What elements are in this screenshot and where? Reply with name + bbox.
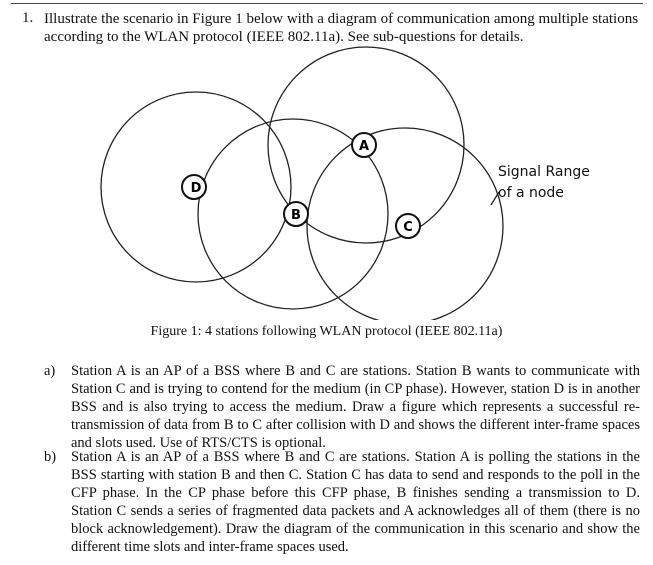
station-label-d: D: [190, 181, 202, 196]
station-label-a: A: [358, 139, 370, 154]
question-number: 1.: [22, 10, 34, 26]
subquestion-label: a): [44, 363, 56, 379]
figure-caption: Figure 1: 4 stations following WLAN protocol (IEEE 802.11a): [150, 324, 503, 339]
signal-range-label-line1: Signal Range: [498, 164, 590, 180]
station-label-b: B: [291, 208, 301, 223]
subquestion-label: b): [44, 449, 57, 465]
question-text: Illustrate the scenario in Figure 1 below with a diagram of communication among multiple stations according to the WLAN protocol (IEEE 802.11a). See sub-questions for details.: [44, 11, 639, 45]
subquestion-text: Station A is an AP of a BSS where B and C are stations. Station B wants to communicate with Station C and is trying to contend for the medium (in CP phase). However, station D is in another BSS and is also trying to access the medium. Draw a figure which represents a successful re-transmission of data from B to C after collision with D and shows the different inter-frame spaces and slots used. Use of RTS/CTS is optional.: [71, 363, 640, 451]
station-node-c: [396, 214, 420, 238]
station-node-b: [284, 202, 308, 226]
signal-range-label-line2: of a node: [498, 185, 564, 201]
station-node-a: [352, 133, 376, 157]
station-label-c: C: [403, 220, 413, 235]
station-node-d: [182, 175, 206, 199]
subquestion-text: Station A is an AP of a BSS where B and C are stations. Station A is polling the stations in the BSS starting with station B and then C. Station C has data to send and responds to the poll in the CFP phase. In the CP phase before this CFP phase, B finishes sending a transmission to D. Station C sends a series of fragmented data packets and A acknowledges all of them (there is no block acknowledgement). Draw the diagram of the communication in this scenario and show the different time slots and inter-frame spaces used.: [71, 449, 640, 555]
signal-range-label: [498, 162, 590, 204]
subquestion-a: [44, 362, 640, 452]
subquestion-b: [44, 448, 640, 556]
